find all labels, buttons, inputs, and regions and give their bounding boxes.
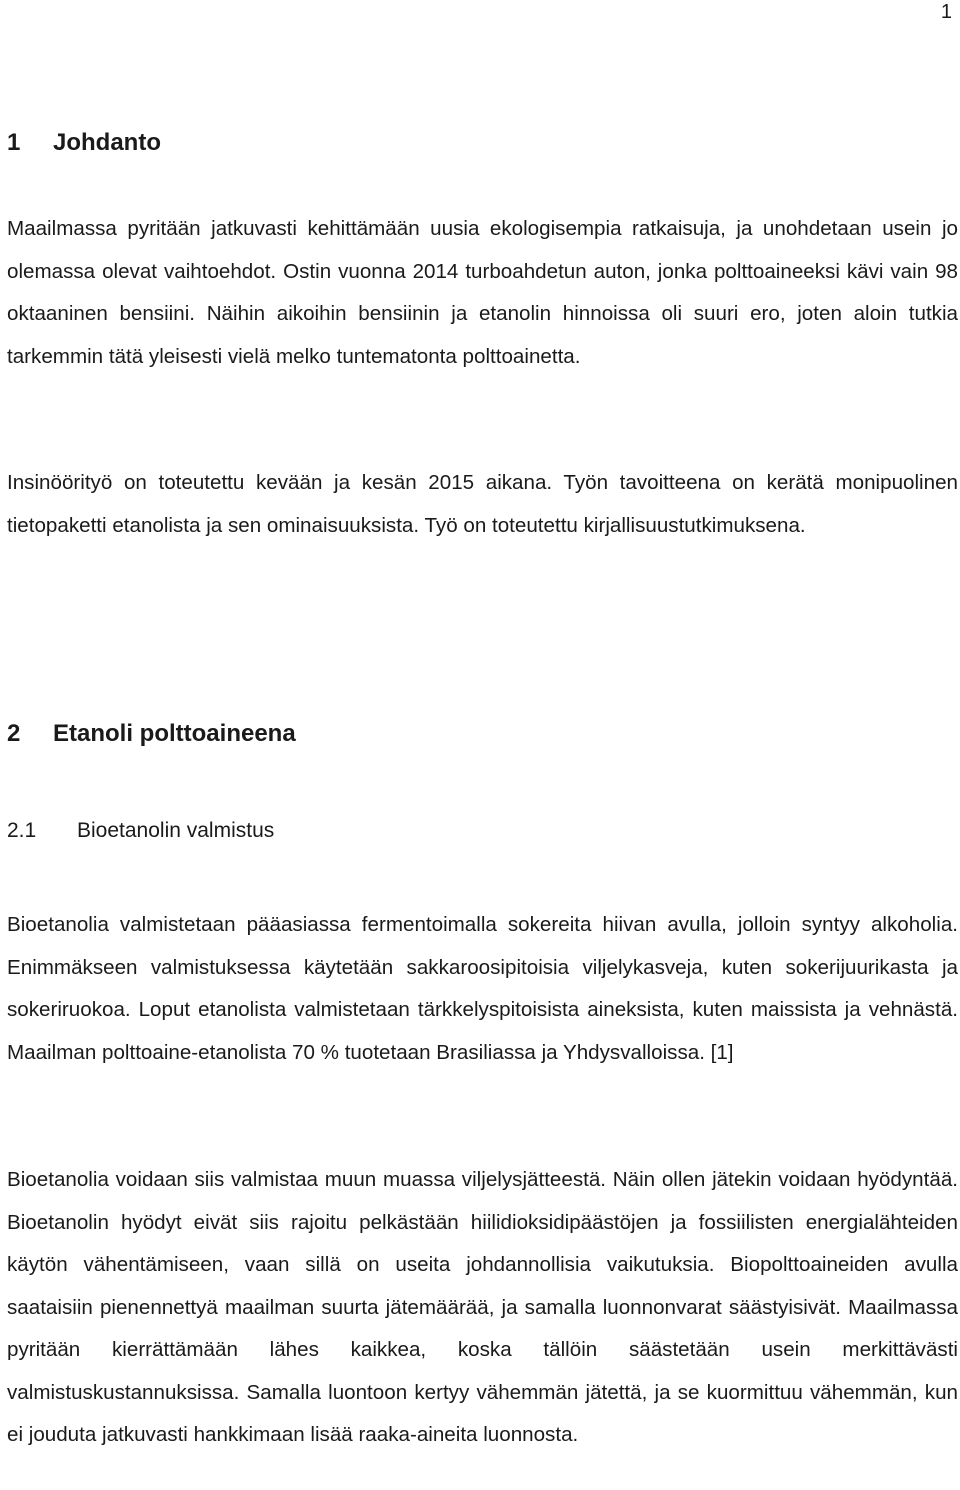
section-2-title: Etanoli polttoaineena — [53, 720, 296, 747]
section-1-number: 1 — [7, 129, 21, 156]
section-2-1-heading — [7, 816, 274, 846]
section-1-title: Johdanto — [53, 129, 161, 156]
intro-paragraph-2: Insinöörityö on toteutettu kevään ja kesän 2015 aikana. Työn tavoitteena on kerätä monipuolinen tietopaketti etanolista ja sen ominaisuuksista. Työ on toteutettu kirjallisuustutkimuksena. — [7, 471, 958, 537]
section-2-heading — [7, 719, 296, 749]
page-number: 1 — [940, 1, 952, 23]
intro-paragraph-1: Maailmassa pyritään jatkuvasti kehittämään uusia ekologisempia ratkaisuja, ja unohdetaan usein jo olemassa olevat vaihtoehdot. Ostin vuonna 2014 turboahdetun auton, jonka polttoaineeksi kävi vain 98 oktaaninen bensiini. Näihin aikoihin bensiinin ja etanolin hinnoissa oli suuri ero, joten aloin tutkia tarkemmin tätä yleisesti vielä melko tuntematonta polttoainetta. — [7, 217, 958, 368]
section-2-1-title: Bioetanolin valmistus — [77, 819, 275, 842]
bioethanol-paragraph-1: Bioetanolia valmistetaan pääasiassa fermentoimalla sokereita hiivan avulla, jolloin syntyy alkoholia. Enimmäkseen valmistuksessa käytetään sakkaroosipitoisia viljelykasveja, kuten sokerijuurikasta ja sokeriruokoa. Loput etanolista valmistetaan tärkkelyspitoisista aineksista, kuten maissista ja vehnästä. Maailman polttoaine-etanolista 70 % tuotetaan Brasiliassa ja Yhdysvalloissa. [1] — [7, 913, 958, 1064]
bioethanol-paragraph-2: Bioetanolia voidaan siis valmistaa muun muassa viljelysjätteestä. Näin ollen jätekin voidaan hyödyntää. Bioetanolin hyödyt eivät siis rajoitu pelkästään hiilidioksidipäästöjen ja fossiilisten energialähteiden käytön vähentämiseen, vaan sillä on useita johdannollisia vaikutuksia. Biopolttoaineiden avulla saataisiin pienennettyä maailman suurta jätemäärää, ja samalla luonnonvarat säästyisivät. Maailmassa pyritään kierrättämään lähes kaikkea, koska tällöin säästetään usein merkittävästi valmistuskustannuksissa. Samalla luontoon kertyy vähemmän jätettä, ja se kuormittuu vähemmän, kun ei jouduta jatkuvasti hankkimaan lisää raaka-aineita luonnosta. — [7, 1168, 958, 1446]
section-2-number: 2 — [7, 720, 21, 747]
section-1-heading — [7, 128, 161, 158]
section-2-1-number: 2.1 — [7, 819, 37, 842]
